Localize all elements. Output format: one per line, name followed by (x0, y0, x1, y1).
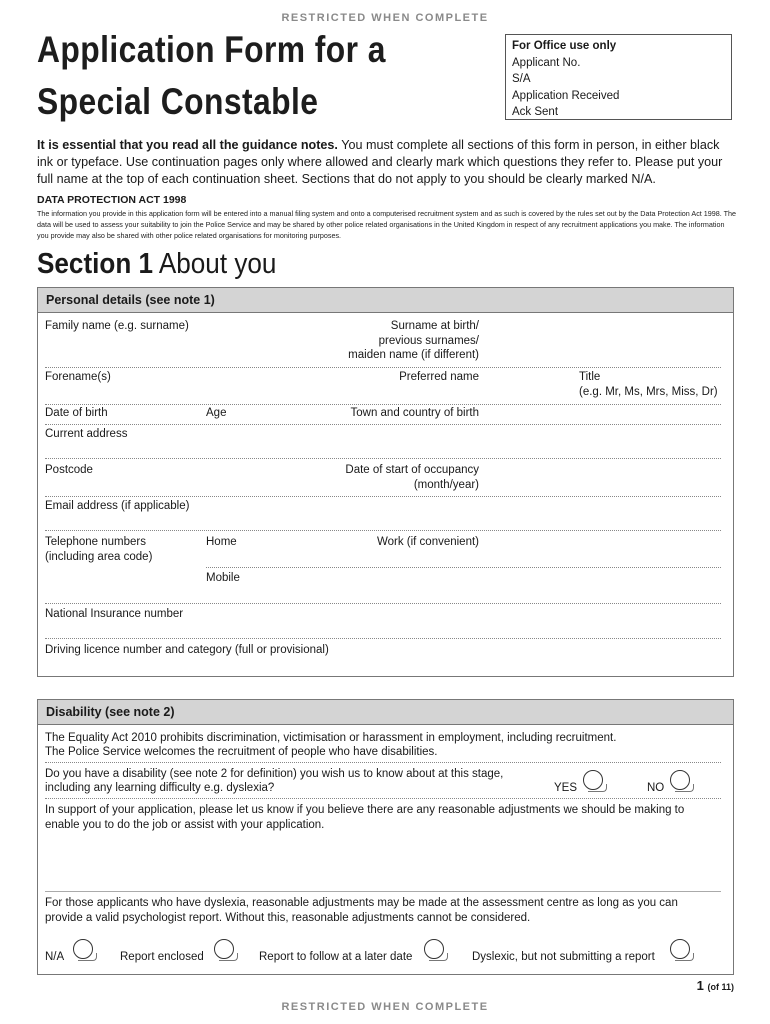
dpa-text: The information you provide in this application form will be entered into a manual filing system and onto a computerised recruitment system and as such is covered by the rules set out by the Data Protection Act 1998. The data will be used to assess your suitability to join the Police Service and may be shared by other police related organisations in the United Kingdom in respect of any recruitment applications you make. The information you provide may also be shared with other police related organisations for monitoring purposes. (37, 209, 737, 240)
option-dyslexic-label: Dyslexic, but not submitting a report (472, 951, 655, 963)
restricted-banner-bottom: RESTRICTED WHEN COMPLETE (281, 1001, 489, 1013)
disability-heading: Disability (see note 2) (38, 700, 733, 725)
title-label-1: Title (579, 371, 601, 383)
title-label-2: (e.g. Mr, Ms, Mrs, Miss, Dr) (579, 386, 718, 398)
dyslexia-text-1: For those applicants who have dyslexia, reasonable adjustments may be made at the assessment centre as long as you can (45, 897, 678, 909)
yes-radio[interactable] (583, 770, 603, 790)
page-total: (of 11) (707, 982, 734, 992)
current-address-label: Current address (45, 428, 128, 440)
dpa-heading: DATA PROTECTION ACT 1998 (37, 194, 187, 206)
equality-divider (45, 762, 721, 763)
surname-birth-label-1: Surname at birth/ (390, 320, 479, 332)
dob-label: Date of birth (45, 407, 108, 419)
address-field-line[interactable] (45, 458, 721, 459)
disability-question-1: Do you have a disability (see note 2 for definition) you wish us to know about at this stage, (45, 768, 504, 780)
surname-birth-label-3: maiden name (if different) (348, 349, 479, 361)
equality-text-2: The Police Service welcomes the recruitment of people who have disabilities. (45, 746, 438, 758)
office-use-box (505, 34, 732, 120)
driving-licence-label: Driving licence number and category (full or provisional) (45, 644, 329, 656)
mobile-field-line[interactable] (45, 603, 721, 604)
ni-number-label: National Insurance number (45, 608, 184, 620)
section-title: About you (158, 248, 277, 280)
option-report-follow-radio[interactable] (424, 939, 444, 959)
email-field-line[interactable] (45, 530, 721, 531)
forenames-field-line[interactable] (45, 404, 721, 405)
form-title-line1: Application Form for a (37, 29, 386, 70)
telephone-label-2: (including area code) (45, 551, 153, 563)
telephone-label-1: Telephone numbers (45, 536, 147, 548)
adjustments-field-line[interactable] (45, 891, 721, 892)
age-label: Age (206, 407, 227, 419)
page-number (697, 978, 734, 993)
option-report-enclosed-label: Report enclosed (120, 951, 204, 963)
no-label: NO (647, 782, 665, 794)
office-applicant-no: Applicant No. (512, 56, 581, 69)
family-name-field-line[interactable] (45, 367, 721, 368)
home-phone-label: Home (206, 536, 237, 548)
occupancy-label-1: Date of start of occupancy (345, 464, 479, 476)
support-text-1: In support of your application, please let us know if you believe there are any reasonable adjustments we should be making to (45, 804, 685, 816)
email-label: Email address (if applicable) (45, 500, 190, 512)
personal-details-box (37, 287, 734, 677)
dyslexia-text-2: provide a valid psychologist report. Without this, reasonable adjustments cannot be considered. (45, 912, 531, 924)
yes-label: YES (554, 782, 578, 794)
option-report-enclosed-radio[interactable] (214, 939, 234, 959)
occupancy-label-2: (month/year) (413, 479, 479, 491)
no-radio[interactable] (670, 770, 690, 790)
option-report-follow-label: Report to follow at a later date (259, 951, 413, 963)
disability-question-2: including any learning difficulty e.g. dyslexia? (45, 782, 275, 794)
intro-paragraph (37, 137, 737, 187)
intro-text: You must complete all sections of this form in person, in either black ink or typeface. Use continuation pages only where allowed and clearly mark which questions they refer to. Please put your full name at the top of each continuation sheet. Sections that do not apply to you should be clearly marked N/A. (37, 138, 723, 186)
town-country-label: Town and country of birth (350, 407, 479, 419)
office-use-heading: For Office use only (512, 40, 617, 52)
office-application-received: Application Received (512, 89, 620, 102)
personal-details-heading: Personal details (see note 1) (38, 288, 733, 313)
dob-field-line[interactable] (45, 424, 721, 425)
intro-bold: It is essential that you read all the guidance notes. (37, 138, 338, 152)
support-text-2: enable you to do the job or assist with your application. (45, 819, 325, 831)
postcode-field-line[interactable] (45, 496, 721, 497)
option-dyslexic-radio[interactable] (670, 939, 690, 959)
forenames-label: Forename(s) (45, 371, 111, 383)
form-title-line2: Special Constable (37, 81, 319, 122)
office-ack-sent: Ack Sent (512, 106, 559, 118)
restricted-banner-top: RESTRICTED WHEN COMPLETE (281, 12, 489, 24)
home-phone-field-line[interactable] (206, 567, 721, 568)
office-sa: S/A (512, 73, 531, 85)
question-divider (45, 798, 721, 799)
option-na-radio[interactable] (73, 939, 93, 959)
option-na-label: N/A (45, 951, 65, 963)
family-name-label: Family name (e.g. surname) (45, 320, 189, 332)
preferred-name-label: Preferred name (399, 371, 479, 383)
section-heading (37, 247, 276, 281)
surname-birth-label-2: previous surnames/ (378, 335, 479, 347)
postcode-label: Postcode (45, 464, 93, 476)
page-number-value: 1 (696, 978, 704, 993)
section-number: Section 1 (37, 248, 154, 280)
ni-number-field-line[interactable] (45, 638, 721, 639)
work-phone-label: Work (if convenient) (376, 536, 479, 548)
disability-box (37, 699, 734, 975)
equality-text-1: The Equality Act 2010 prohibits discrimination, victimisation or harassment in employment, including recruitment. (45, 732, 617, 744)
mobile-label: Mobile (206, 572, 240, 584)
